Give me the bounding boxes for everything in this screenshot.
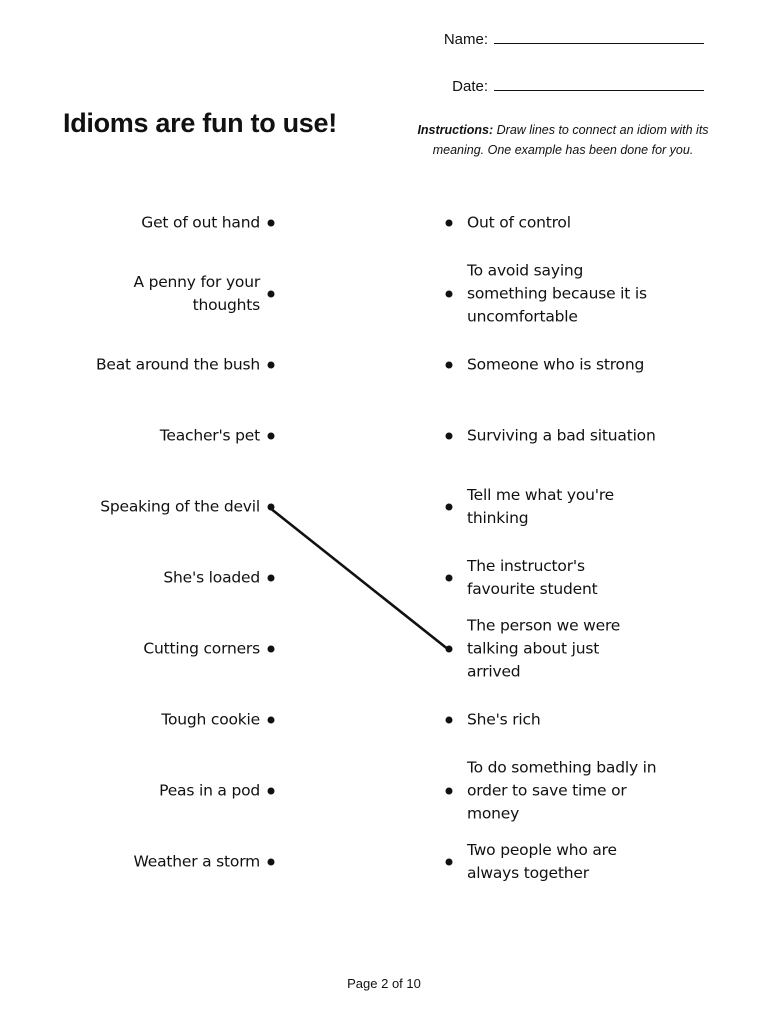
meaning-dot[interactable] — [446, 717, 453, 724]
instructions — [416, 120, 710, 160]
meaning-item: Two people who are always together — [467, 841, 617, 882]
idiom-item: She's loaded — [163, 568, 260, 587]
idiom-dot[interactable] — [268, 646, 275, 653]
meaning-dot[interactable] — [446, 646, 453, 653]
idiom-item: Weather a storm — [133, 852, 260, 871]
idiom-dot[interactable] — [268, 220, 275, 227]
name-line[interactable] — [494, 30, 704, 44]
meaning-dot[interactable] — [446, 433, 453, 440]
meaning-dot[interactable] — [446, 220, 453, 227]
idiom-item: Teacher's pet — [159, 426, 260, 445]
meaning-dot[interactable] — [446, 859, 453, 866]
idiom-item: Tough cookie — [161, 710, 260, 729]
idiom-dot[interactable] — [268, 859, 275, 866]
name-field[interactable] — [444, 30, 704, 48]
meaning-dot[interactable] — [446, 362, 453, 369]
instructions-text: Draw lines to connect an idiom with its meaning. One example has been done for you. — [432, 123, 709, 157]
date-label: Date: — [452, 78, 488, 95]
idiom-item: Speaking of the devil — [100, 497, 260, 516]
name-label: Name: — [443, 31, 488, 48]
idiom-item: Beat around the bush — [95, 355, 260, 374]
idiom-item: Get of out hand — [141, 213, 260, 232]
meaning-dot[interactable] — [446, 575, 453, 582]
page-title: Idioms are fun to use! — [63, 108, 337, 138]
meaning-item: To avoid saying something because it is uncomfortable — [467, 261, 647, 326]
meaning-dot[interactable] — [446, 504, 453, 511]
page-footer: Page 2 of 10 — [347, 976, 421, 991]
date-line[interactable] — [494, 77, 704, 91]
meaning-item: Surviving a bad situation — [467, 426, 656, 445]
idiom-dot[interactable] — [268, 433, 275, 440]
idiom-dot[interactable] — [268, 291, 275, 298]
idiom-dot[interactable] — [268, 788, 275, 795]
meaning-item: Tell me what you're thinking — [467, 486, 614, 527]
meaning-item: Someone who is strong — [467, 355, 645, 374]
meaning-item: The person we were talking about just arrived — [467, 616, 621, 681]
meaning-item: To do something badly in order to save time or money — [467, 758, 657, 823]
idiom-item: Peas in a pod — [159, 781, 260, 800]
idiom-dot[interactable] — [268, 575, 275, 582]
idiom-dot[interactable] — [268, 717, 275, 724]
meaning-dot[interactable] — [446, 291, 453, 298]
instructions-label: Instructions: — [417, 123, 494, 137]
idiom-item: Cutting corners — [143, 639, 260, 658]
idiom-dot[interactable] — [268, 504, 275, 511]
date-field[interactable] — [452, 77, 704, 95]
meaning-item: The instructor's favourite student — [467, 557, 598, 598]
idiom-dot[interactable] — [268, 362, 275, 369]
meaning-dot[interactable] — [446, 788, 453, 795]
meaning-item: She's rich — [467, 710, 541, 729]
meaning-item: Out of control — [467, 213, 571, 232]
idiom-item: A penny for your thoughts — [133, 273, 260, 314]
